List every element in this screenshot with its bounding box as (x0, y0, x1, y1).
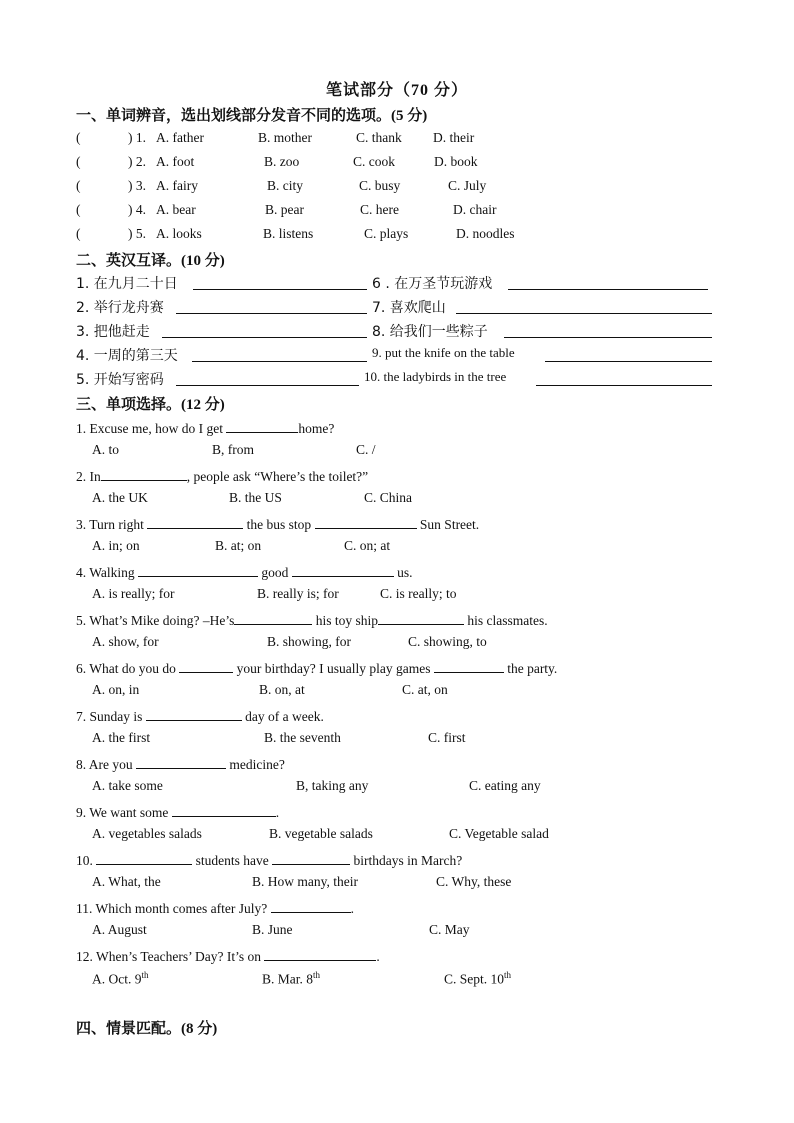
option-a: A. August (92, 922, 147, 937)
option-b: B. really is; for (257, 586, 339, 601)
answer-line[interactable] (192, 347, 367, 362)
item-number: ) 4. (128, 202, 146, 217)
question-text: 1. Excuse me, how do I get (76, 421, 227, 436)
translate-item: 2. 举行龙舟赛 (76, 300, 164, 316)
question-text: Sun Street. (416, 517, 480, 532)
option-a: A. in; on (92, 538, 140, 553)
question-text: medicine? (226, 757, 285, 772)
answer-blank[interactable] (272, 850, 350, 865)
question-text: 2. In (76, 469, 101, 484)
translate-item: 5. 开始写密码 (76, 372, 164, 388)
question-text: your birthday? I usually play games (233, 661, 434, 676)
question-text: the party. (503, 661, 558, 676)
translate-item: 1. 在九月二十日 (76, 276, 178, 292)
s2-row-2 (76, 297, 716, 317)
question-text: , people ask “Where’s the toilet?” (186, 469, 369, 484)
option-a: A. foot (156, 154, 195, 169)
translate-item: 3. 把他赶走 (76, 324, 150, 340)
option-b: B. city (267, 178, 303, 193)
answer-line[interactable] (545, 347, 712, 362)
answer-line[interactable] (536, 371, 712, 386)
option-a: A. show, for (92, 634, 159, 649)
answer-blank[interactable] (96, 850, 192, 865)
question-3 (76, 514, 479, 534)
question-text: 8. Are you (76, 757, 136, 772)
options-7 (76, 730, 676, 750)
page-title: 笔试部分（70 分） (325, 82, 468, 99)
answer-blank[interactable] (264, 946, 376, 961)
option-a: A. fairy (156, 178, 198, 193)
option-b: B. zoo (264, 154, 300, 169)
s2-row-3 (76, 321, 716, 341)
item-number: ) 2. (128, 154, 146, 169)
option-b: B. the seventh (264, 730, 341, 745)
section4-heading: 四、情景匹配。(8 分) (76, 1021, 218, 1037)
option-c: C. first (428, 730, 466, 745)
answer-blank[interactable] (292, 562, 394, 577)
option-c: C. is really; to (380, 586, 457, 601)
question-text: . (376, 949, 380, 964)
open-paren: ( (76, 226, 81, 241)
answer-blank[interactable] (271, 898, 351, 913)
answer-blank[interactable] (101, 466, 187, 481)
options-12 (76, 970, 676, 990)
item-number: ) 1. (128, 130, 146, 145)
answer-blank[interactable] (434, 658, 504, 673)
options-1 (76, 442, 676, 462)
options-6 (76, 682, 676, 702)
option-b: B. listens (263, 226, 314, 241)
open-paren: ( (76, 154, 81, 169)
question-text: his toy ship (312, 613, 378, 628)
answer-line[interactable] (162, 323, 367, 338)
question-text: 11. Which month comes after July? (76, 901, 271, 916)
question-text: . (275, 805, 280, 820)
open-paren: ( (76, 202, 81, 217)
option-d: D. their (433, 130, 475, 145)
answer-blank[interactable] (179, 658, 233, 673)
option-b: B. on, at (259, 682, 305, 697)
s1-item-5 (76, 226, 716, 246)
question-text: 3. Turn right (76, 517, 148, 532)
question-text: birthdays in March? (350, 853, 463, 868)
open-paren: ( (76, 178, 81, 193)
option-d: D. book (434, 154, 478, 169)
option-b: B. vegetable salads (269, 826, 373, 841)
translate-item: 8. 给我们一些粽子 (372, 324, 488, 340)
options-11 (76, 922, 676, 942)
option-c: C. eating any (469, 778, 541, 793)
answer-blank[interactable] (172, 802, 276, 817)
question-text: his classmates. (464, 613, 548, 628)
question-8 (76, 754, 285, 774)
s1-item-3 (76, 178, 716, 198)
question-12 (76, 946, 380, 966)
section3-heading: 三、单项选择。(12 分) (76, 397, 225, 413)
options-8 (76, 778, 676, 798)
option-c: C. / (356, 442, 376, 457)
option-b: B. June (252, 922, 293, 937)
question-7 (76, 706, 324, 726)
answer-line[interactable] (508, 275, 708, 290)
question-text: day of a week. (241, 709, 324, 724)
option-a: A. is really; for (92, 586, 175, 601)
answer-blank[interactable] (226, 418, 298, 433)
question-text: students have (192, 853, 273, 868)
question-text: 10. (76, 853, 97, 868)
option-a: A. What, the (92, 874, 161, 889)
translate-item: 6 . 在万圣节玩游戏 (372, 276, 493, 292)
question-text: . (350, 901, 354, 916)
option-a: A. bear (156, 202, 196, 217)
answer-blank[interactable] (315, 514, 417, 529)
question-text: the bus stop (243, 517, 315, 532)
answer-line[interactable] (176, 299, 367, 314)
option-c: C. busy (359, 178, 401, 193)
question-6 (76, 658, 557, 678)
options-10 (76, 874, 676, 894)
option-d: D. noodles (456, 226, 515, 241)
option-a: A. on, in (92, 682, 140, 697)
question-1 (76, 418, 334, 438)
options-9 (76, 826, 676, 846)
option-d: C. July (448, 178, 487, 193)
option-c: C. Why, these (436, 874, 512, 889)
option-c: C. here (360, 202, 399, 217)
option-c: C. plays (364, 226, 409, 241)
answer-line[interactable] (456, 299, 712, 314)
question-text: home? (298, 421, 335, 436)
answer-blank[interactable] (147, 514, 243, 529)
option-b: B. showing, for (267, 634, 351, 649)
option-a: A. vegetables salads (92, 826, 202, 841)
option-a: A. Oct. 9th (92, 970, 149, 987)
item-number: ) 3. (128, 178, 146, 193)
option-b: B. mother (258, 130, 312, 145)
option-b: B, taking any (296, 778, 369, 793)
option-c: C. thank (356, 130, 402, 145)
option-c: C. Sept. 10th (444, 970, 512, 987)
option-c: C. cook (353, 154, 395, 169)
options-5 (76, 634, 676, 654)
s1-item-2 (76, 154, 716, 174)
question-text: 12. When’s Teachers’ Day? It’s on (76, 949, 265, 964)
translate-item: 4. 一周的第三天 (76, 348, 178, 364)
question-text: 6. What do you do (76, 661, 180, 676)
question-10 (76, 850, 462, 870)
option-b: B. How many, their (252, 874, 358, 889)
question-text: us. (393, 565, 413, 580)
s1-item-1 (76, 130, 716, 150)
option-a: A. take some (92, 778, 163, 793)
section2-heading: 二、英汉互译。(10 分) (76, 253, 225, 269)
question-5 (76, 610, 548, 630)
option-c: C. at, on (402, 682, 448, 697)
answer-blank[interactable] (138, 562, 258, 577)
option-c: C. showing, to (408, 634, 487, 649)
question-9 (76, 802, 279, 822)
question-text: 4. Walking (76, 565, 139, 580)
option-d: D. chair (453, 202, 497, 217)
question-11 (76, 898, 354, 918)
answer-line[interactable] (176, 371, 359, 386)
option-b: B, from (212, 442, 254, 457)
option-c: C. Vegetable salad (449, 826, 549, 841)
question-text: 7. Sunday is (76, 709, 146, 724)
question-text: 9. We want some (76, 805, 172, 820)
question-2 (76, 466, 368, 486)
s2-row-1 (76, 273, 716, 293)
option-b: B. at; on (215, 538, 262, 553)
question-4 (76, 562, 413, 582)
section1-heading: 一、单词辨音，选出划线部分发音不同的选项。(5 分) (76, 108, 428, 124)
translate-item: 9. put the knife on the table (372, 345, 515, 360)
open-paren: ( (76, 130, 81, 145)
answer-blank[interactable] (136, 754, 226, 769)
option-c: C. on; at (344, 538, 391, 553)
translate-item: 7. 喜欢爬山 (372, 300, 446, 316)
answer-line[interactable] (504, 323, 712, 338)
options-4 (76, 586, 676, 606)
options-2 (76, 490, 676, 510)
question-text: 5. What’s Mike doing? –He’s (76, 613, 235, 628)
translate-item: 10. the ladybirds in the tree (364, 369, 507, 384)
option-a: A. the first (92, 730, 151, 745)
option-b: B. Mar. 8th (262, 970, 321, 987)
option-b: B. the US (229, 490, 282, 505)
option-a: A. the UK (92, 490, 148, 505)
option-c: C. May (429, 922, 470, 937)
answer-blank[interactable] (146, 706, 242, 721)
option-a: A. father (156, 130, 204, 145)
s2-row-4 (76, 345, 716, 365)
answer-blank[interactable] (378, 610, 464, 625)
answer-line[interactable] (193, 275, 367, 290)
item-number: ) 5. (128, 226, 146, 241)
option-a: A. looks (156, 226, 202, 241)
options-3 (76, 538, 676, 558)
s2-row-5 (76, 369, 716, 389)
s1-item-4 (76, 202, 716, 222)
option-a: A. to (92, 442, 119, 457)
option-c: C. China (364, 490, 413, 505)
answer-blank[interactable] (234, 610, 312, 625)
option-b: B. pear (265, 202, 304, 217)
question-text: good (258, 565, 292, 580)
